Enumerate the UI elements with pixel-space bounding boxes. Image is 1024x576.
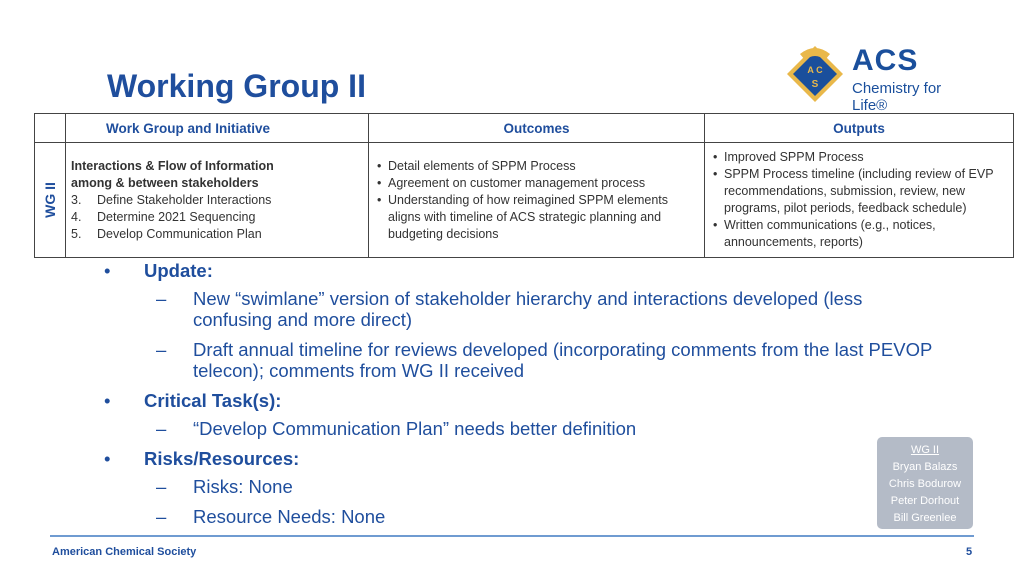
list-item xyxy=(71,226,363,243)
list-item-text: Determine 2021 Sequencing xyxy=(97,209,256,224)
members-box xyxy=(877,437,973,529)
sub-bullet: – New “swimlane” version of stakeholder hierarchy and interactions developed (less confusing and more direct) xyxy=(100,288,940,330)
table-row xyxy=(35,143,1014,258)
outputs-list xyxy=(710,149,1008,251)
table-header-row xyxy=(35,114,1014,143)
bullet-list xyxy=(100,260,940,536)
sub-bullet: – Risks: None xyxy=(100,476,940,497)
outcome-item: • Understanding of how reimagined SPPM elements aligns with timeline of ACS strategic planning and budgeting decisions xyxy=(374,192,699,243)
initiative-title-line1: Interactions & Flow of Information xyxy=(71,158,274,173)
sub-bullet: – “Develop Communication Plan” needs better definition xyxy=(100,418,940,439)
bullet-risks xyxy=(100,448,940,469)
list-item xyxy=(71,192,363,209)
side-label-wg: WG II xyxy=(42,182,58,218)
list-item-number: 3. xyxy=(71,192,82,207)
side-label-cell xyxy=(35,143,66,258)
outcome-item: • Detail elements of SPPM Process xyxy=(374,158,699,175)
member-name: Bill Greenlee xyxy=(893,512,957,524)
sub-bullet: – Draft annual timeline for reviews developed (incorporating comments from the last PEVOP telecon); comments from WG II received xyxy=(100,339,940,381)
critical-label: Critical Task(s): xyxy=(144,390,282,411)
update-label: Update: xyxy=(144,260,213,281)
output-item: • Improved SPPM Process xyxy=(710,149,1008,166)
members-heading: WG II xyxy=(910,444,940,456)
list-item-text: Define Stakeholder Interactions xyxy=(97,192,272,207)
work-group-table xyxy=(34,113,1014,258)
list-item xyxy=(71,209,363,226)
list-item-text: Develop Communication Plan xyxy=(97,226,262,241)
outcomes-list xyxy=(374,158,699,243)
acs-seal-icon xyxy=(780,40,850,110)
list-item-number: 5. xyxy=(71,226,82,241)
page-title: Working Group II xyxy=(107,68,366,104)
member-name: Peter Dorhout xyxy=(890,495,960,507)
logo-text-acs: ACS xyxy=(852,44,919,77)
output-item: • Written communications (e.g., notices, announcements, reports) xyxy=(710,217,1008,251)
bullet-critical xyxy=(100,390,940,411)
footer-org: American Chemical Society xyxy=(52,546,197,558)
svg-text:S: S xyxy=(811,79,819,90)
acs-logo xyxy=(780,40,980,114)
sub-bullet: – Resource Needs: None xyxy=(100,506,940,527)
page-number: 5 xyxy=(966,546,973,558)
svg-text:A C: A C xyxy=(807,65,823,75)
list-item-number: 4. xyxy=(71,209,82,224)
outcome-item: • Agreement on customer management process xyxy=(374,175,699,192)
header-outputs: Outputs xyxy=(705,114,1014,143)
outcomes-cell xyxy=(369,143,705,258)
bullet-update xyxy=(100,260,940,281)
table-corner-cell xyxy=(35,114,66,143)
member-name: Bryan Balazs xyxy=(892,461,958,473)
output-item: • SPPM Process timeline (including review of EVP recommendations, submission, review, new programs, pilot periods, feedback schedule) xyxy=(710,166,1008,217)
header-work-group: Work Group and Initiative xyxy=(66,114,369,143)
initiative-title-line2: among & between stakeholders xyxy=(71,175,259,190)
risks-label: Risks/Resources: xyxy=(144,448,300,469)
member-name: Chris Bodurow xyxy=(888,478,962,490)
footer-divider xyxy=(50,535,974,537)
outputs-cell xyxy=(705,143,1014,258)
initiative-cell xyxy=(66,143,369,258)
header-outcomes: Outcomes xyxy=(369,114,705,143)
logo-text-tagline: Chemistry for Life® xyxy=(852,80,942,114)
